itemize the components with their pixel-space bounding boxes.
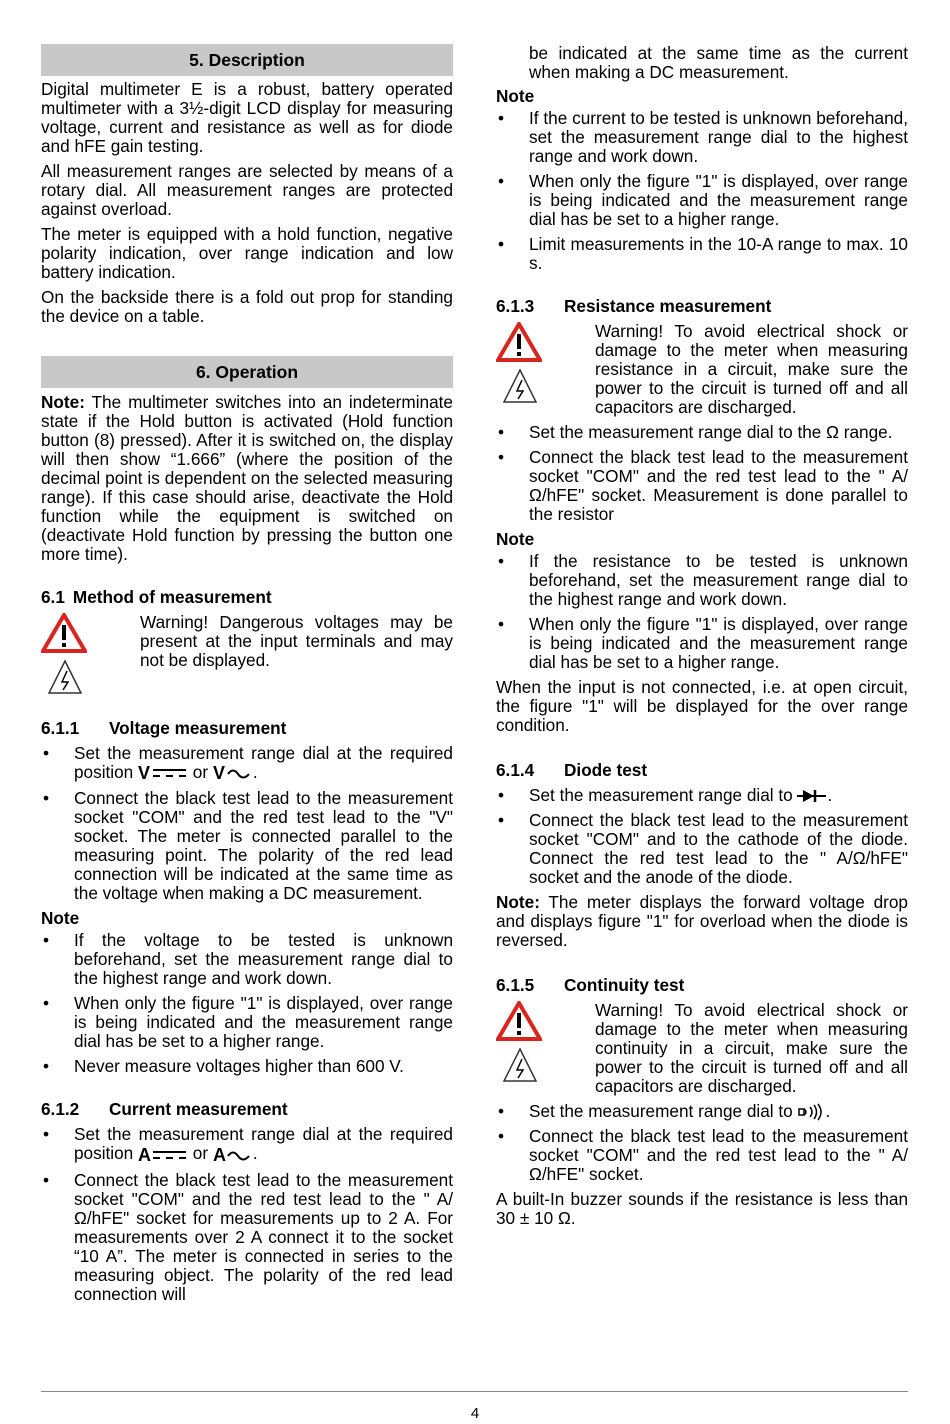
bullet-list [496, 552, 908, 672]
ac-voltage-icon [213, 763, 253, 783]
warning-block [496, 322, 908, 417]
list-item: • Connect the black test lead to the measurement socket "COM" and the red test lead to the " A/Ω/hFE" socket. [496, 1127, 908, 1184]
note-heading: Note [496, 529, 535, 549]
note-text: The meter displays the forward voltage drop and displays figure "1" for overload when the diode is reversed. [496, 892, 908, 950]
section-heading-6-1: 6.1 Method of measurement [41, 587, 272, 607]
svg-text:V: V [212, 763, 225, 784]
list-item: • Connect the black test lead to the measurement socket "COM" and to the cathode of the diode. Connect the red test lead to the " A/Ω/hFE" socket and the anode of the diode. [496, 811, 908, 887]
operation-note [41, 393, 453, 564]
list-item: • When only the figure "1" is displayed, over range is being indicated and the measurement range dial has be set to a higher range. [496, 615, 908, 672]
list-item: • Set the measurement range dial to . [496, 1102, 908, 1121]
list-item: • When only the figure "1" is displayed, over range is being indicated and the measurement range dial has be set to a higher range. [41, 994, 453, 1051]
warning-text: Warning! Dangerous voltages may be present at the input terminals and may not be displayed. [140, 612, 453, 670]
high-voltage-icon [502, 1047, 538, 1083]
bullet-list [496, 786, 908, 887]
section-heading-6-1-5: 6.1.5 Continuity test [496, 975, 685, 995]
description-paragraph: Digital multimeter E is a robust, battery operated multimeter with a 3½-digit LCD display for measuring voltage, current and resistance as well as for diode and hFE gain testing. [41, 79, 453, 156]
list-item: • When only the figure "1" is displayed, over range is being indicated and the measurement range dial has be set to a higher range. [496, 172, 908, 229]
note-heading: Note [496, 86, 535, 106]
warning-block [496, 1001, 908, 1096]
list-item: • Limit measurements in the 10-A range to max. 10 s. [496, 235, 908, 273]
warning-text: Warning! To avoid electrical shock or damage to the meter when measuring resistance in a circuit, make sure the power to the circuit is turned off and all capacitors are discharged. [595, 321, 908, 417]
note-heading: Note [41, 908, 80, 929]
right-column [496, 44, 908, 1228]
footer-divider [41, 1391, 908, 1392]
warning-triangle-icon [496, 1001, 542, 1041]
svg-text:A: A [212, 1144, 226, 1165]
diode-note [496, 893, 908, 950]
ac-current-icon [213, 1145, 253, 1165]
bullet-list [41, 1125, 453, 1303]
section-heading-6-1-1: 6.1.1 Voltage measurement [41, 718, 287, 738]
paragraph: When the input is not connected, i.e. at open circuit, the figure "1" will be displayed for the over range condition. [496, 677, 908, 735]
paragraph: A built-In buzzer sounds if the resistance is less than 30 ± 10 Ω. [496, 1189, 908, 1229]
page-number: 4 [470, 1405, 480, 1422]
list-item: • Connect the black test lead to the measurement socket "COM" and the red test lead to the " A/Ω/hFE" socket for measurements up to 2 A. For measurements over 2 A connect it to the socket “10 A”. The meter is connected in series to the measuring object. The polarity of the red lead connection will [41, 1171, 453, 1304]
bullet-list [41, 744, 453, 903]
list-item: • Connect the black test lead to the measurement socket "COM" and the red test lead to the " A/Ω/hFE" socket. Measurement is done parallel to the resistor [496, 448, 908, 524]
svg-text:V: V [138, 763, 151, 784]
list-item: • If the resistance to be tested is unknown beforehand, set the measurement range dial to the highest range and work down. [496, 552, 908, 609]
list-item: • Never measure voltages higher than 600 V. [41, 1057, 453, 1076]
warning-text: Warning! To avoid electrical shock or damage to the meter when measuring continuity in a circuit, make sure the power to the circuit is turned off and all capacitors are discharged. [595, 1000, 908, 1096]
high-voltage-icon [502, 368, 538, 404]
svg-text:A: A [138, 1144, 152, 1165]
warning-triangle-icon [41, 613, 87, 653]
description-paragraph: On the backside there is a fold out prop for standing the device on a table. [41, 287, 453, 326]
buzzer-icon [797, 1103, 825, 1121]
dc-voltage-icon [138, 763, 188, 783]
list-item: • Set the measurement range dial at the required position V or V . [41, 744, 453, 783]
diode-icon [797, 788, 827, 804]
section-heading-6-1-2: 6.1.2 Current measurement [41, 1099, 288, 1120]
section-heading-6-1-4: 6.1.4 Diode test [496, 760, 648, 780]
warning-triangle-icon [496, 322, 542, 362]
description-paragraph: All measurement ranges are selected by means of a rotary dial. All measurement ranges are protected against overload. [41, 161, 453, 219]
list-item: • Set the measurement range dial to the Ω range. [496, 423, 908, 442]
bullet-list [496, 109, 908, 273]
description-paragraph: The meter is equipped with a hold function, negative polarity indication, over range indication and low battery indication. [41, 224, 453, 282]
list-item: • If the voltage to be tested is unknown beforehand, set the measurement range dial to the highest range and work down. [41, 931, 453, 988]
bullet-list [496, 1102, 908, 1184]
high-voltage-icon [47, 659, 83, 695]
section-header-description: 5. Description [41, 44, 453, 76]
section-header-operation: 6. Operation [41, 356, 453, 388]
note-label: Note: [41, 392, 85, 412]
list-item: • Connect the black test lead to the measurement socket "COM" and the red test lead to the "V" socket. The meter is connected parallel to the measuring point. The polarity of the red lead connection will be indicated at the same time as the voltage when making a DC measurement. [41, 789, 453, 903]
warning-block [41, 613, 453, 693]
bullet-list [41, 931, 453, 1076]
dc-current-icon [138, 1145, 188, 1165]
continued-paragraph: be indicated at the same time as the current when making a DC measurement. [529, 43, 908, 82]
section-heading-6-1-3: 6.1.3 Resistance measurement [496, 296, 772, 316]
list-item: • If the current to be tested is unknown beforehand, set the measurement range dial to the highest range and work down. [496, 109, 908, 166]
list-item: • Set the measurement range dial at the required position A or A . [41, 1125, 453, 1164]
left-column [41, 44, 453, 1310]
list-item: • Set the measurement range dial to . [496, 786, 908, 805]
bullet-list [496, 423, 908, 524]
note-text: The multimeter switches into an indeterminate state if the Hold button is activated (Hold function button (8) pressed). After it is switched on, the display will then show “1.666” (where the position of the decimal point is dependent on the selected measuring range). If this case should arise, deactivate the Hold function while the equipment is switched on (deactivate Hold function by pressing the button one more time). [41, 392, 453, 564]
note-label: Note: [496, 892, 540, 912]
